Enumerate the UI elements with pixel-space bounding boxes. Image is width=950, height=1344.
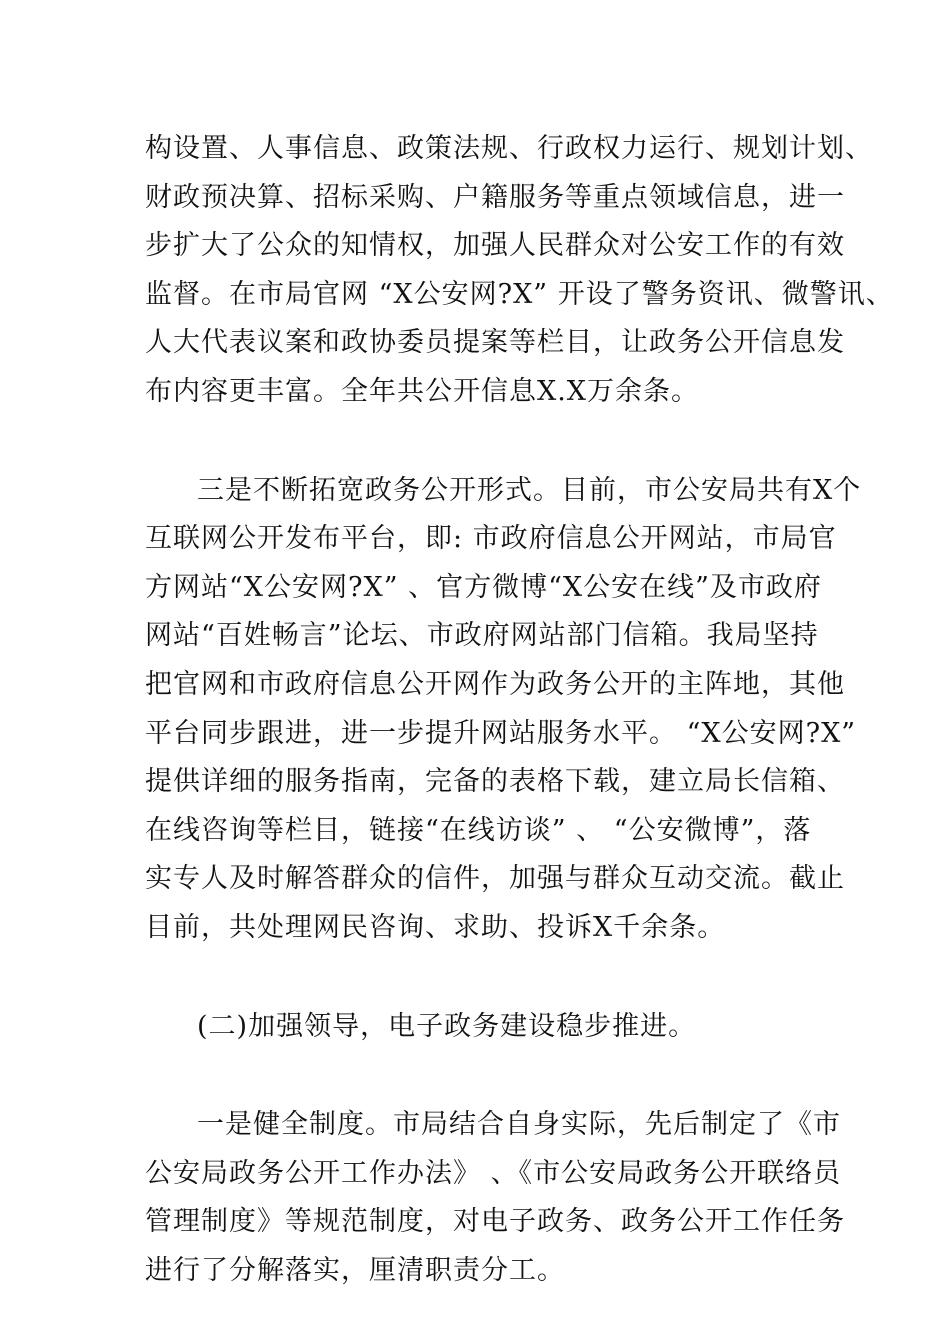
text-line: 网站“百姓畅言”论坛、市政府网站部门信箱。我局坚持: [145, 620, 819, 652]
text-line: 在线咨询等栏目，链接“在线访谈” 、 “公安微博”，落: [145, 814, 812, 846]
text-line: 目前，共处理网民咨询、求助、投诉X千余条。: [145, 911, 726, 943]
text-line: 布内容更丰富。全年共公开信息X.X万余条。: [145, 375, 700, 407]
paragraph-1: [145, 125, 894, 417]
paragraph-4: [145, 1101, 845, 1295]
paragraph-gap: [145, 953, 825, 1003]
text-line: 监督。在市局官网 “X公安网?X” 开设了警务资讯、微警讯、: [145, 278, 894, 310]
document-body: [145, 125, 894, 1295]
text-line: 把官网和市政府信息公开网作为政务公开的主阵地，其他: [145, 668, 845, 700]
text-line: 三是不断拓宽政务公开形式。目前，市公安局共有X个: [197, 474, 862, 506]
text-line: 互联网公开发布平台，即: 市政府信息公开网站，市局官: [145, 523, 837, 555]
text-line: 提供详细的服务指南，完备的表格下载，建立局长信箱、: [145, 766, 845, 798]
text-line: 方网站“X公安网?X” 、官方微博“X公安在线”及市政府: [145, 571, 822, 603]
text-line: 一是健全制度。市局结合自身实际，先后制定了《市: [197, 1109, 841, 1141]
heading-line: (二)加强领导，电子政务建设稳步推进。: [197, 1010, 697, 1042]
text-line: 进行了分解落实，厘清职责分工。: [145, 1254, 565, 1286]
text-line: 人大代表议案和政协委员提案等栏目，让政务公开信息发: [145, 327, 845, 359]
paragraph-2: [145, 467, 862, 953]
text-line: 构设置、人事信息、政策法规、行政权力运行、规划计划、: [145, 133, 873, 164]
paragraph-gap: [145, 1051, 825, 1101]
text-line: 公安局政务公开工作办法》 、《市公安局政务公开联络员: [145, 1157, 842, 1189]
text-line: 平台同步跟进，进一步提升网站服务水平。 “X公安网?X”: [145, 717, 857, 749]
text-line: 财政预决算、招标采购、户籍服务等重点领域信息，进一: [145, 181, 845, 213]
text-line: 管理制度》等规范制度，对电子政务、政务公开工作任务: [145, 1206, 845, 1238]
text-line: 实专人及时解答群众的信件，加强与群众互动交流。截止: [145, 863, 845, 895]
section-heading: [145, 1003, 825, 1052]
text-line: 步扩大了公众的知情权，加强人民群众对公安工作的有效: [145, 230, 845, 262]
paragraph-gap: [145, 417, 825, 467]
